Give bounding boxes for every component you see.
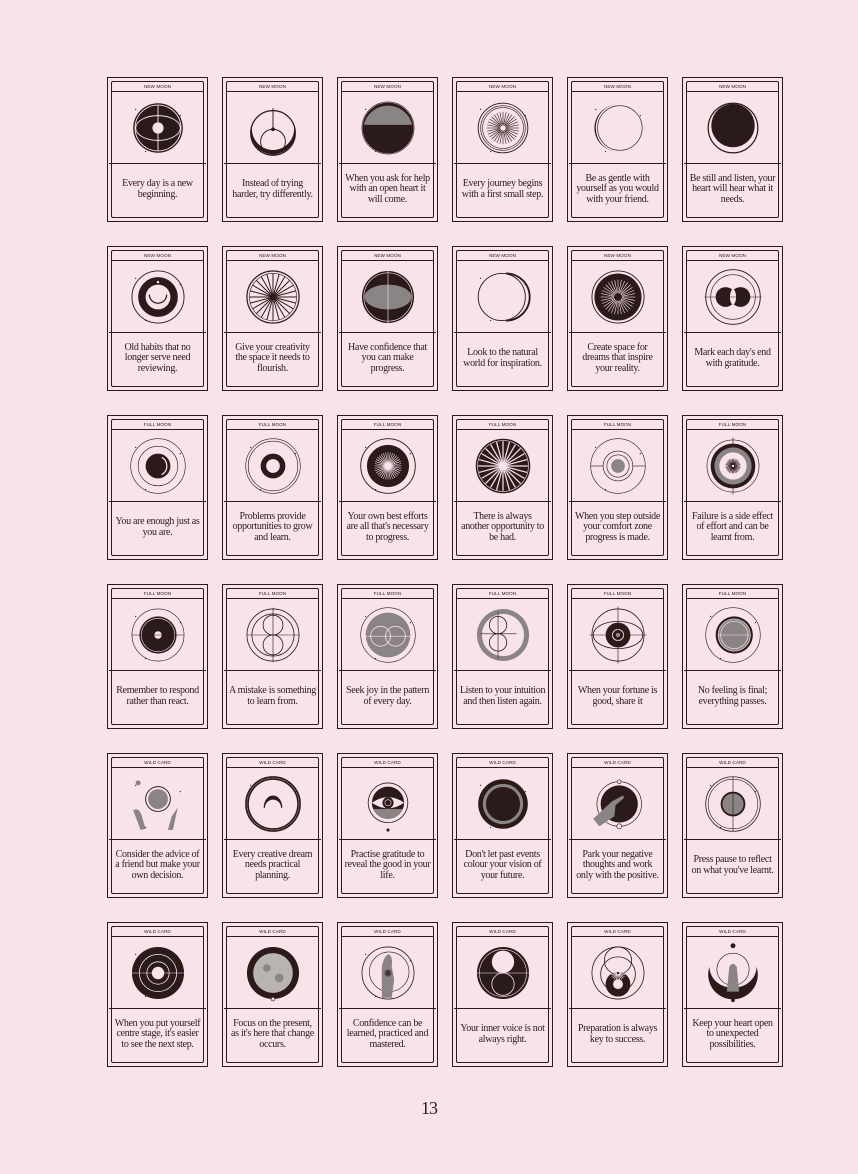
card-affirmation-text: Park your negative thoughts and work only with the positive.: [576, 848, 659, 881]
dark-sunburst-icon: [569, 261, 666, 333]
page-number: 13: [421, 1098, 437, 1118]
hand-star-icon: [339, 937, 436, 1009]
card-inner-frame: [456, 419, 549, 556]
interlocked-moon-icon: [339, 599, 436, 671]
card-affirmation-text: Press pause to reflect on what you've learnt.: [691, 854, 774, 876]
spoked-wheel-icon: [224, 261, 321, 333]
card-affirmation-text: There is always another opportunity to be had.: [461, 510, 544, 543]
card-category: FULL MOON: [687, 589, 778, 599]
affirmation-card: [567, 77, 668, 222]
card-affirmation-text: When you step outside your comfort zone progress is made.: [574, 510, 661, 543]
affirmation-card: [222, 584, 323, 729]
card-inner-frame: [341, 81, 434, 218]
card-affirmation-text: Your own best efforts are all that's necessary to progress.: [346, 510, 429, 543]
card-affirmation-text: Seek joy in the pattern of every day.: [345, 685, 430, 707]
card-category: WILD CARD: [572, 927, 663, 937]
card-inner-frame: [226, 81, 319, 218]
card-inner-frame: [456, 926, 549, 1063]
card-inner-frame: [341, 757, 434, 894]
card-category: FULL MOON: [687, 420, 778, 430]
ring-crescent-icon: [109, 261, 206, 333]
card-inner-frame: [226, 419, 319, 556]
card-affirmation-text: When you ask for help with an open heart it will come.: [345, 172, 430, 205]
thin-crescent-icon: [569, 92, 666, 164]
card-category: NEW MOON: [342, 251, 433, 261]
card-affirmation-text: Create space for dreams that inspire your reality.: [582, 341, 653, 374]
card-category: NEW MOON: [112, 82, 203, 92]
card-inner-frame: [111, 926, 204, 1063]
card-category: NEW MOON: [457, 251, 548, 261]
donut-ring-icon: [224, 430, 321, 502]
hand-reaching-moon-icon: [569, 768, 666, 840]
outline-crescent-icon: [454, 261, 551, 333]
affirmation-card: [682, 77, 783, 222]
glow-crosshair-icon: [109, 599, 206, 671]
affirmation-card: [222, 415, 323, 560]
vesica-crosshair-icon: [224, 599, 321, 671]
card-affirmation-text: Have confidence that you can make progress.: [348, 341, 427, 374]
affirmation-card: [682, 922, 783, 1067]
card-affirmation-text: Every journey begins with a first small step.: [461, 178, 544, 200]
card-category: FULL MOON: [227, 420, 318, 430]
affirmation-card: [567, 922, 668, 1067]
card-category: FULL MOON: [457, 420, 548, 430]
card-category: WILD CARD: [227, 758, 318, 768]
affirmation-card: [567, 246, 668, 391]
card-category: WILD CARD: [227, 927, 318, 937]
affirmation-card: [567, 584, 668, 729]
card-affirmation-text: Remember to respond rather than react.: [116, 685, 199, 707]
card-inner-frame: [571, 250, 664, 387]
solar-eclipse-icon: [454, 768, 551, 840]
eye-orbit-icon: [109, 92, 206, 164]
card-affirmation-text: Give your creativity the space it needs to flourish.: [235, 341, 310, 374]
card-inner-frame: [226, 926, 319, 1063]
affirmation-card: [337, 77, 438, 222]
sunburst-ring-icon: [454, 92, 551, 164]
card-affirmation-text: Mark each day's end with gratitude.: [694, 347, 771, 369]
crescent-pendulum-icon: [224, 92, 321, 164]
yin-yang-circles-icon: [454, 937, 551, 1009]
card-affirmation-text: A mistake is something to learn from.: [229, 685, 317, 707]
affirmation-card: [452, 77, 553, 222]
card-category: NEW MOON: [227, 82, 318, 92]
card-category: WILD CARD: [342, 758, 433, 768]
card-affirmation-text: Focus on the present, as it's here that change occurs.: [231, 1017, 314, 1050]
card-affirmation-text: When your fortune is good, share it: [577, 685, 658, 707]
card-affirmation-text: Be as gentle with yourself as you would with your friend.: [576, 172, 659, 205]
card-inner-frame: [571, 419, 664, 556]
card-inner-frame: [456, 588, 549, 725]
card-inner-frame: [111, 250, 204, 387]
affirmation-card: [567, 415, 668, 560]
affirmation-card: [452, 246, 553, 391]
affirmation-card: [107, 77, 208, 222]
dark-moon-icon: [684, 92, 781, 164]
card-affirmation-text: Every creative dream needs practical planning.: [232, 848, 313, 881]
praying-hands-crescent-icon: [684, 937, 781, 1009]
affirmation-card: [337, 753, 438, 898]
card-category: FULL MOON: [342, 589, 433, 599]
card-affirmation-text: Problems provide opportunities to grow and learn.: [232, 510, 313, 543]
card-category: NEW MOON: [687, 251, 778, 261]
card-affirmation-text: When you put yourself centre stage, it's easier to see the next step.: [114, 1017, 201, 1050]
half-moon-photo-icon: [339, 92, 436, 164]
card-category: WILD CARD: [687, 927, 778, 937]
affirmation-card: [682, 246, 783, 391]
card-affirmation-text: You are enough just as you are.: [115, 516, 200, 538]
card-category: NEW MOON: [112, 251, 203, 261]
card-affirmation-text: Practise gratitude to reveal the good in your life.: [344, 848, 431, 881]
card-category: WILD CARD: [687, 758, 778, 768]
card-inner-frame: [341, 926, 434, 1063]
spoked-wheel-dark-icon: [454, 430, 551, 502]
card-inner-frame: [111, 588, 204, 725]
stacked-circles-sun-icon: [569, 937, 666, 1009]
affirmation-card: [452, 922, 553, 1067]
card-inner-frame: [226, 588, 319, 725]
card-category: FULL MOON: [227, 589, 318, 599]
card-affirmation-text: Failure is a side effect of effort and can be learnt from.: [692, 510, 773, 543]
card-category: NEW MOON: [572, 82, 663, 92]
striped-ring-crescent-icon: [224, 768, 321, 840]
card-affirmation-text: Don't let past events colour your vision of your future.: [463, 848, 542, 881]
card-affirmation-text: Preparation is always key to success.: [577, 1023, 658, 1045]
card-inner-frame: [686, 419, 779, 556]
card-affirmation-text: Every day is a new beginning.: [122, 178, 193, 200]
card-category: FULL MOON: [457, 589, 548, 599]
card-category: FULL MOON: [342, 420, 433, 430]
affirmation-card: [567, 753, 668, 898]
card-inner-frame: [111, 419, 204, 556]
card-affirmation-text: Confidence can be learned, practiced and mastered.: [346, 1017, 429, 1050]
card-inner-frame: [226, 250, 319, 387]
card-inner-frame: [686, 926, 779, 1063]
card-affirmation-text: Be still and listen, your heart will hear what it needs.: [689, 172, 776, 205]
card-category: FULL MOON: [112, 420, 203, 430]
card-affirmation-text: Keep your heart open to unexpected possibilities.: [692, 1017, 773, 1050]
overlapping-circles-icon: [684, 261, 781, 333]
crosshair-photo-icon: [684, 768, 781, 840]
affirmation-card: [337, 584, 438, 729]
card-inner-frame: [341, 250, 434, 387]
card-affirmation-text: Your inner voice is not always right.: [460, 1023, 545, 1045]
card-category: FULL MOON: [572, 420, 663, 430]
card-inner-frame: [456, 757, 549, 894]
affirmation-card: [107, 415, 208, 560]
affirmation-card: [222, 246, 323, 391]
card-inner-frame: [341, 419, 434, 556]
layered-moon-icon: [684, 599, 781, 671]
card-category: WILD CARD: [112, 927, 203, 937]
hands-moon-icon: [109, 768, 206, 840]
affirmation-card: [452, 753, 553, 898]
affirmation-card: [337, 922, 438, 1067]
affirmation-card: [107, 922, 208, 1067]
affirmation-card: [222, 753, 323, 898]
card-affirmation-text: Look to the natural world for inspiration.: [463, 347, 542, 369]
affirmation-card: [107, 246, 208, 391]
eye-icon: [339, 768, 436, 840]
affirmation-card: [452, 584, 553, 729]
affirmation-card: [107, 584, 208, 729]
card-category: NEW MOON: [687, 82, 778, 92]
eclipse-band-icon: [339, 261, 436, 333]
affirmation-card: [452, 415, 553, 560]
affirmation-card: [337, 415, 438, 560]
card-inner-frame: [686, 81, 779, 218]
card-inner-frame: [226, 757, 319, 894]
affirmation-card: [682, 415, 783, 560]
card-inner-frame: [341, 588, 434, 725]
card-category: WILD CARD: [572, 758, 663, 768]
card-category: FULL MOON: [572, 589, 663, 599]
card-inner-frame: [571, 757, 664, 894]
affirmation-card: [222, 922, 323, 1067]
card-inner-frame: [111, 81, 204, 218]
card-category: NEW MOON: [342, 82, 433, 92]
burst-disc-icon: [339, 430, 436, 502]
card-inner-frame: [456, 250, 549, 387]
target-rings-icon: [569, 599, 666, 671]
card-inner-frame: [111, 757, 204, 894]
card-category: WILD CARD: [457, 758, 548, 768]
figure-eight-moon-icon: [454, 599, 551, 671]
card-affirmation-text: No feeling is final; everything passes.: [697, 685, 768, 707]
affirmation-card: [682, 584, 783, 729]
card-inner-frame: [686, 250, 779, 387]
card-category: NEW MOON: [572, 251, 663, 261]
card-inner-frame: [686, 588, 779, 725]
card-inner-frame: [571, 81, 664, 218]
card-inner-frame: [571, 588, 664, 725]
affirmation-card: [682, 753, 783, 898]
card-affirmation-text: Instead of trying harder, try differently.: [232, 178, 313, 200]
card-category: WILD CARD: [342, 927, 433, 937]
card-category: NEW MOON: [457, 82, 548, 92]
concentric-moon-icon: [109, 430, 206, 502]
affirmation-card: [337, 246, 438, 391]
dark-target-icon: [109, 937, 206, 1009]
full-moon-photo-icon: [224, 937, 321, 1009]
crosshair-burst-icon: [684, 430, 781, 502]
affirmation-card: [222, 77, 323, 222]
card-category: WILD CARD: [112, 758, 203, 768]
card-inner-frame: [686, 757, 779, 894]
card-category: WILD CARD: [457, 927, 548, 937]
card-category: FULL MOON: [112, 589, 203, 599]
card-category: NEW MOON: [227, 251, 318, 261]
card-inner-frame: [571, 926, 664, 1063]
card-affirmation-text: Old habits that no longer serve need reviewing.: [124, 341, 191, 374]
card-affirmation-text: Listen to your intuition and then listen again.: [459, 685, 546, 707]
card-affirmation-text: Consider the advice of a friend but make your own decision.: [115, 848, 200, 881]
card-inner-frame: [456, 81, 549, 218]
target-moon-icon: [569, 430, 666, 502]
affirmation-card: [107, 753, 208, 898]
